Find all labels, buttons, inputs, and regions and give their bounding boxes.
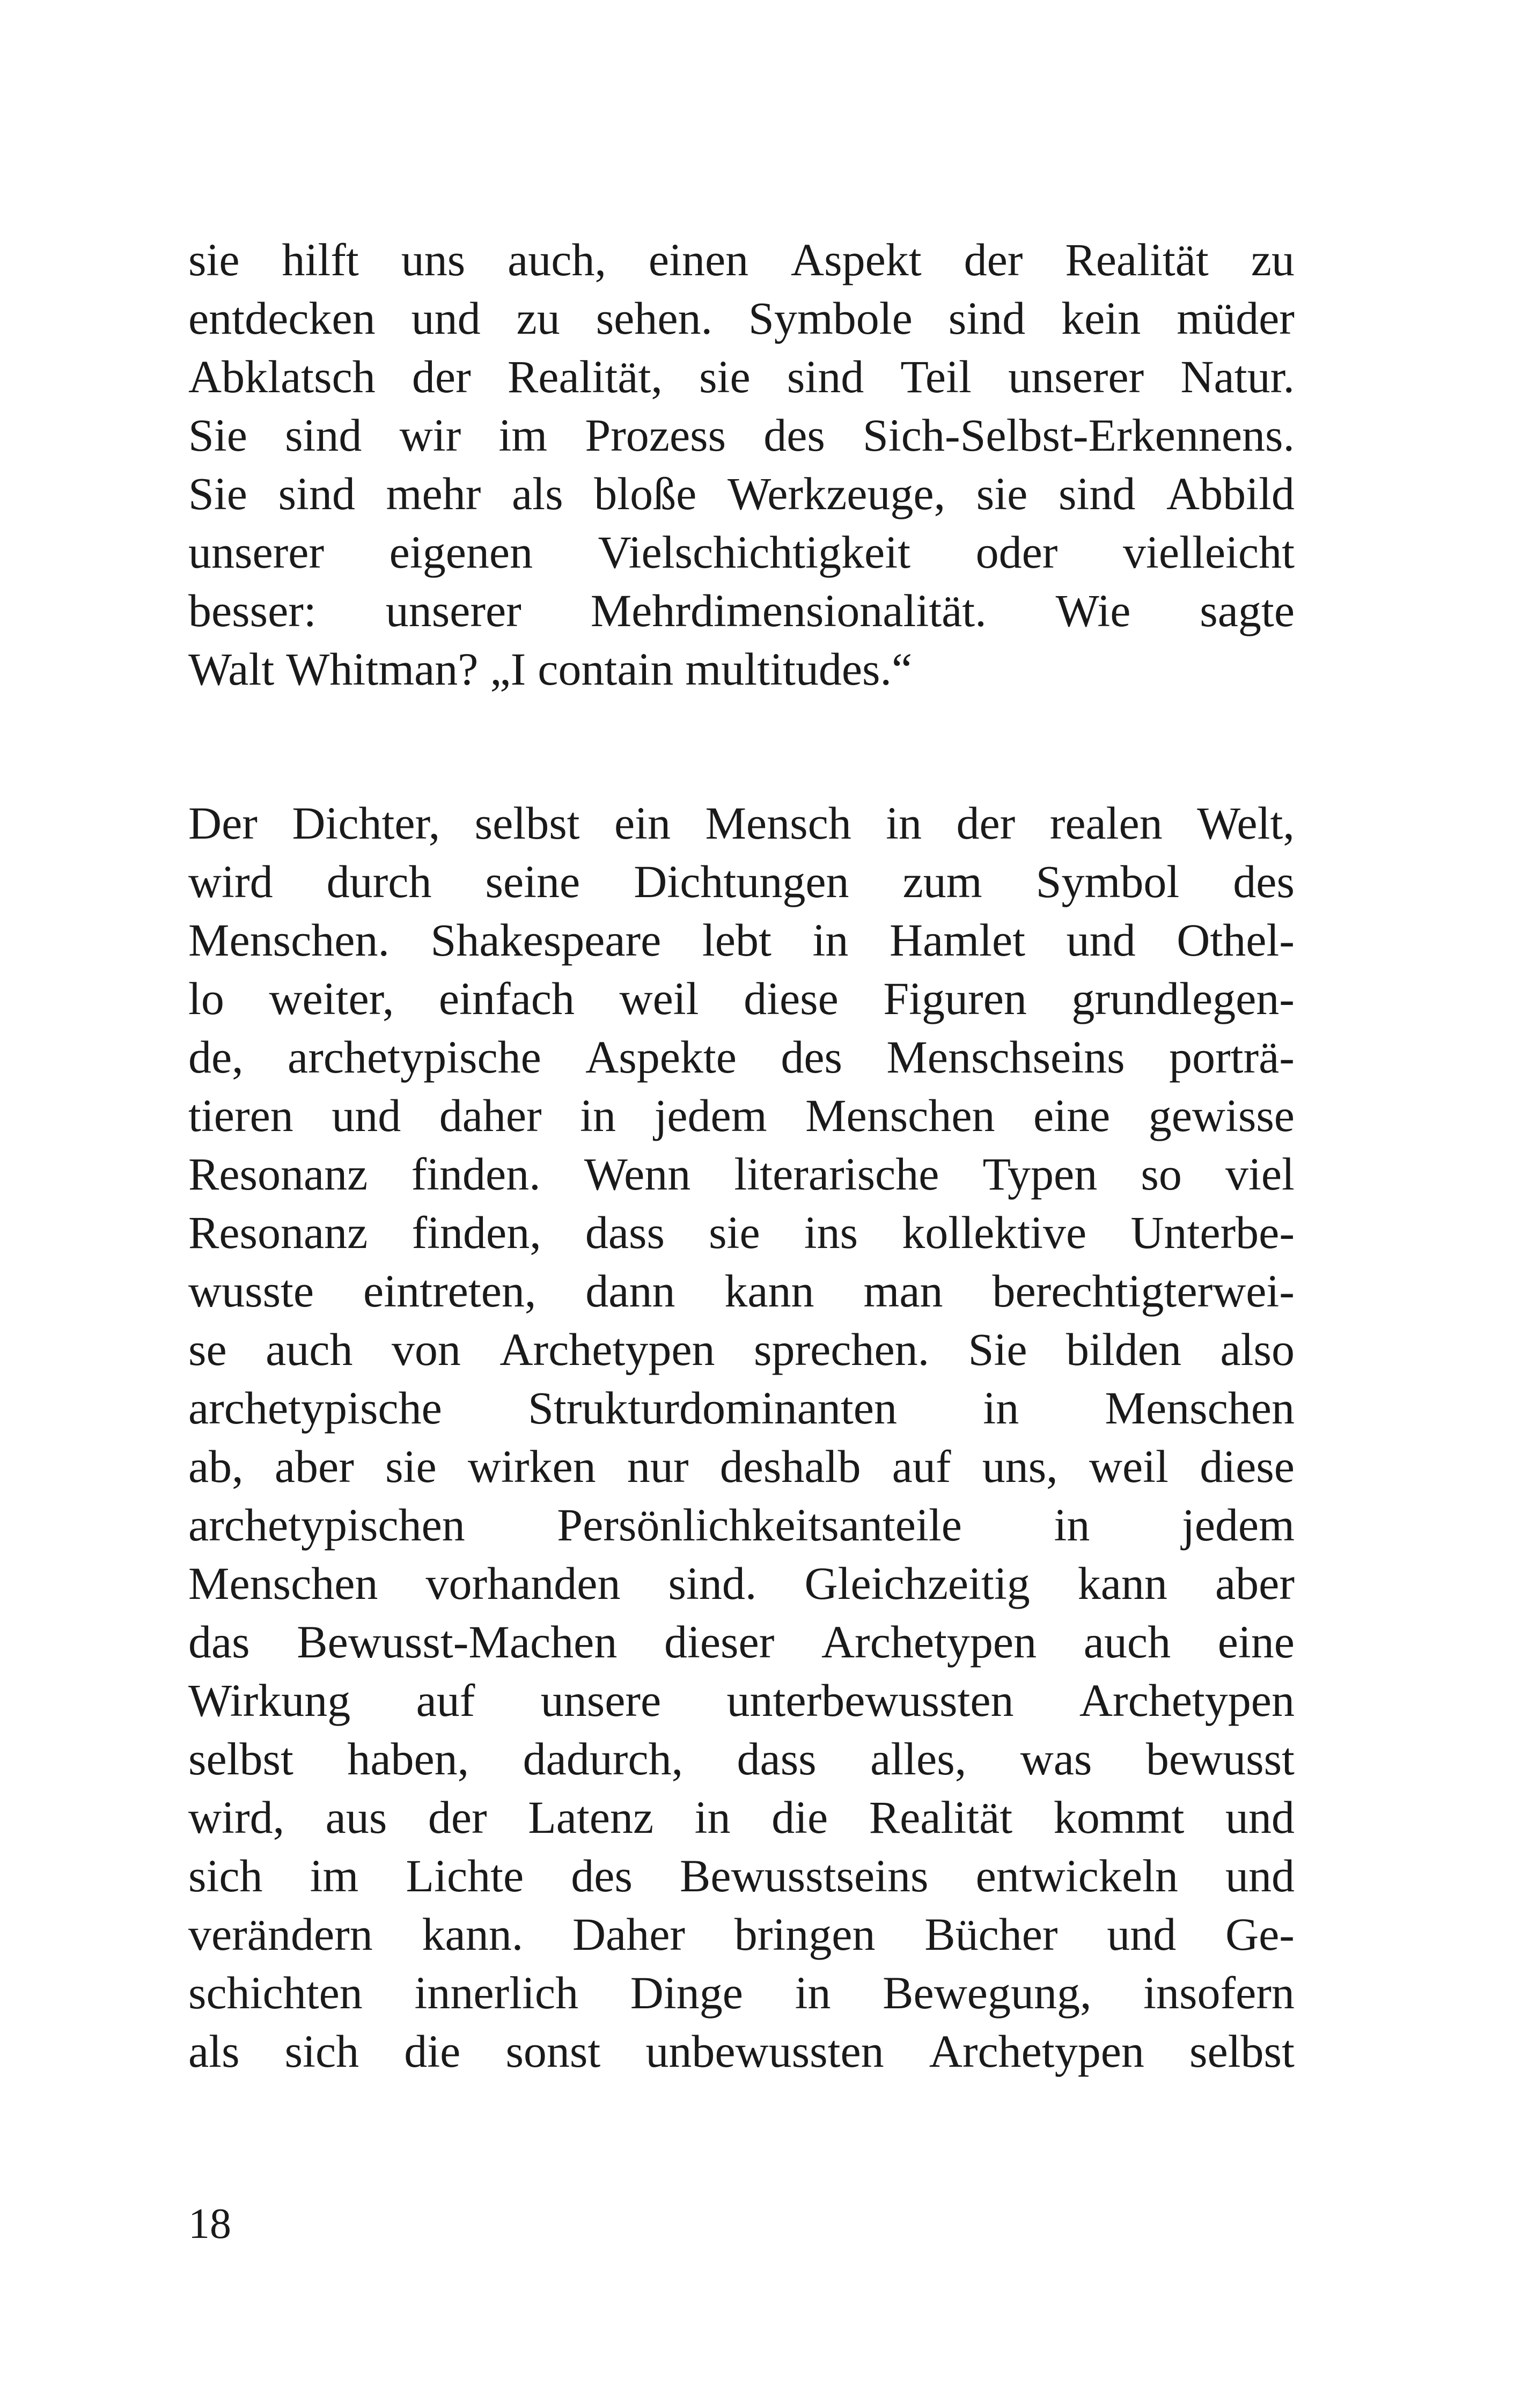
word: sind. — [668, 1558, 757, 1609]
word: kollektive — [902, 1207, 1087, 1258]
word: Abbild — [1166, 468, 1295, 519]
word: zum — [902, 856, 982, 907]
text-line — [188, 231, 1295, 289]
word: sehen. — [596, 292, 713, 344]
word: in — [886, 797, 922, 849]
word: Menschen — [805, 1090, 995, 1141]
text-line — [188, 970, 1295, 1028]
paragraph-2 — [188, 794, 1295, 2081]
word: archetypische — [188, 1382, 442, 1434]
word: Resonanz — [188, 1148, 368, 1200]
word: innerlich — [414, 1967, 579, 2018]
word: kann — [1077, 1558, 1167, 1609]
word: Der — [188, 797, 258, 849]
word: Strukturdominanten — [528, 1382, 897, 1434]
text-line — [188, 523, 1295, 582]
text-line — [188, 1086, 1295, 1145]
word: weil — [1089, 1441, 1169, 1492]
word: wird — [188, 856, 273, 907]
word: lo — [188, 973, 224, 1024]
word: des — [571, 1850, 633, 1902]
word: von — [391, 1324, 461, 1375]
text-line — [188, 1788, 1295, 1847]
word: Archetypen — [821, 1616, 1037, 1668]
text-line — [188, 348, 1295, 406]
word: wir — [399, 409, 461, 461]
word: Gleichzeitig — [804, 1558, 1030, 1609]
word: Realität — [1065, 234, 1209, 285]
word: Archetypen — [929, 2025, 1144, 2077]
word: in — [983, 1382, 1019, 1434]
word: porträ- — [1169, 1031, 1295, 1083]
paragraph-1 — [188, 231, 1295, 699]
text-line — [188, 1905, 1295, 1964]
word: sind — [1058, 468, 1136, 519]
text-line — [188, 1496, 1295, 1554]
page-number: 18 — [188, 2200, 231, 2248]
word: Wie — [1055, 585, 1131, 636]
word: sie — [709, 1207, 760, 1258]
word: weil — [619, 973, 699, 1024]
word: auch — [1083, 1616, 1171, 1668]
word: wird, — [188, 1792, 285, 1843]
text-line — [188, 1554, 1295, 1613]
word: einen — [648, 234, 749, 285]
word: im — [310, 1850, 359, 1902]
word: Menschen. — [188, 914, 390, 966]
word: schichten — [188, 1967, 363, 2018]
word: auf — [416, 1675, 475, 1726]
word: Bewegung, — [883, 1967, 1092, 2018]
word: der — [412, 351, 471, 402]
word: vielleicht — [1122, 526, 1295, 578]
word: Shakespeare — [430, 914, 662, 966]
word: und — [1225, 1850, 1295, 1902]
word: Whitman? — [286, 643, 479, 695]
word: als — [188, 2025, 240, 2077]
word: als — [512, 468, 563, 519]
word: was — [1020, 1733, 1092, 1785]
word: und — [411, 292, 481, 344]
word: Aspekte — [585, 1031, 737, 1083]
text-line — [188, 1613, 1295, 1671]
word: so — [1141, 1148, 1182, 1200]
word: daher — [439, 1090, 542, 1141]
text-line — [188, 465, 1295, 523]
word: im — [498, 409, 548, 461]
word: unserer — [385, 585, 521, 636]
word: die — [404, 2025, 461, 2077]
word: oder — [975, 526, 1058, 578]
word: bilden — [1066, 1324, 1181, 1375]
text-line — [188, 1379, 1295, 1437]
word: Archetypen — [1079, 1675, 1295, 1726]
word: dann — [585, 1265, 675, 1317]
text-line — [188, 640, 1295, 699]
text-line — [188, 911, 1295, 970]
word: kann — [724, 1265, 814, 1317]
word: sind — [787, 351, 864, 402]
word: Mehrdimensionalität. — [590, 585, 987, 636]
word: aber — [1215, 1558, 1295, 1609]
text-line — [188, 1964, 1295, 2022]
word: wirken — [467, 1441, 596, 1492]
word: Realität — [869, 1792, 1013, 1843]
word: diese — [1200, 1441, 1295, 1492]
word: auch, — [508, 234, 606, 285]
word: insofern — [1143, 1967, 1295, 2018]
word: hilft — [282, 234, 359, 285]
word: Sie — [188, 468, 247, 519]
word: unserer — [188, 526, 325, 578]
word: jedem — [1181, 1499, 1295, 1551]
word: Menschseins — [886, 1031, 1125, 1083]
word: Wenn — [584, 1148, 691, 1200]
word: contain — [538, 643, 674, 695]
word: Dichter, — [292, 797, 440, 849]
word: bloße — [594, 468, 697, 519]
word: sind — [278, 468, 355, 519]
text-line — [188, 1262, 1295, 1320]
word: selbst — [1189, 2025, 1295, 2077]
word: selbst — [474, 797, 580, 849]
word: kommt — [1053, 1792, 1185, 1843]
word: Mensch — [705, 797, 851, 849]
word: auch — [266, 1324, 353, 1375]
word: sich — [188, 1850, 263, 1902]
word: Dinge — [630, 1967, 743, 2018]
word: und — [1107, 1908, 1177, 1960]
text-line — [188, 1320, 1295, 1379]
word: dass — [737, 1733, 817, 1785]
text-line — [188, 1437, 1295, 1496]
word: Ge- — [1225, 1908, 1295, 1960]
word: Abklatsch — [188, 351, 376, 402]
word: Realität, — [507, 351, 663, 402]
word: bringen — [734, 1908, 876, 1960]
word: und — [332, 1090, 401, 1141]
word: aus — [325, 1792, 387, 1843]
text-line — [188, 794, 1295, 853]
word: selbst — [188, 1733, 293, 1785]
word: sprechen. — [754, 1324, 930, 1375]
word: der — [428, 1792, 487, 1843]
word: Wirkung — [188, 1675, 351, 1726]
word: viel — [1225, 1148, 1295, 1200]
word: kein — [1061, 292, 1141, 344]
word: des — [781, 1031, 842, 1083]
word: Prozess — [585, 409, 726, 461]
word: der — [964, 234, 1023, 285]
word: in — [812, 914, 849, 966]
word: Lichte — [406, 1850, 524, 1902]
word: Aspekt — [791, 234, 922, 285]
word: Menschen — [188, 1558, 378, 1609]
word: aber — [274, 1441, 354, 1492]
word: seine — [485, 856, 581, 907]
word: also — [1220, 1324, 1295, 1375]
word: zu — [1251, 234, 1295, 285]
word: sie — [385, 1441, 437, 1492]
text-line — [188, 1145, 1295, 1203]
word: eine — [1217, 1616, 1295, 1668]
word: sind — [948, 292, 1026, 344]
word: „I — [490, 643, 526, 695]
word: Welt, — [1197, 797, 1295, 849]
word: gewisse — [1148, 1090, 1295, 1141]
word: unsere — [540, 1675, 662, 1726]
word: Bewusstseins — [680, 1850, 929, 1902]
word: eigenen — [389, 526, 533, 578]
word: Bewusst-Machen — [297, 1616, 618, 1668]
word: ein — [614, 797, 671, 849]
word: weiter, — [269, 973, 394, 1024]
text-line — [188, 1203, 1295, 1262]
word: entwickeln — [975, 1850, 1178, 1902]
word: zu — [516, 292, 560, 344]
word: entdecken — [188, 292, 376, 344]
word: auf — [892, 1441, 951, 1492]
word: einfach — [438, 973, 575, 1024]
word: Unterbe- — [1130, 1207, 1295, 1258]
word: sie — [699, 351, 751, 402]
text-line — [188, 289, 1295, 348]
text-line — [188, 1671, 1295, 1730]
word: wusste — [188, 1265, 314, 1317]
text-line — [188, 582, 1295, 640]
word: Persönlichkeitsanteile — [557, 1499, 962, 1551]
word: Bücher — [924, 1908, 1058, 1960]
word: mehr — [386, 468, 481, 519]
word: alles, — [870, 1733, 967, 1785]
word: Sie — [968, 1324, 1027, 1375]
word: kann. — [422, 1908, 524, 1960]
word: verändern — [188, 1908, 373, 1960]
text-line — [188, 406, 1295, 465]
word: Natur. — [1180, 351, 1295, 402]
word: Hamlet — [889, 914, 1026, 966]
word: in — [795, 1967, 831, 2018]
text-line — [188, 853, 1295, 911]
word: in — [1054, 1499, 1090, 1551]
word: sagte — [1200, 585, 1295, 636]
word: des — [1233, 856, 1295, 907]
word: sonst — [505, 2025, 601, 2077]
word: Vielschichtigkeit — [598, 526, 911, 578]
word: deshalb — [719, 1441, 861, 1492]
word: tieren — [188, 1090, 293, 1141]
word: besser: — [188, 585, 317, 636]
word: unserer — [1008, 351, 1144, 402]
word: uns — [401, 234, 466, 285]
word: Symbol — [1035, 856, 1180, 907]
word: de, — [188, 1031, 244, 1083]
word: Symbole — [748, 292, 913, 344]
word: müder — [1177, 292, 1295, 344]
word: durch — [326, 856, 432, 907]
word: archetypischen — [188, 1499, 465, 1551]
word: realen — [1049, 797, 1163, 849]
word: Dichtungen — [634, 856, 849, 907]
word: und — [1225, 1792, 1295, 1843]
word: unterbewussten — [726, 1675, 1014, 1726]
word: finden, — [412, 1207, 541, 1258]
word: sie — [976, 468, 1028, 519]
word: ins — [804, 1207, 858, 1258]
text-line — [188, 2022, 1295, 2081]
word: ab, — [188, 1441, 244, 1492]
word: Werkzeuge, — [727, 468, 946, 519]
text-line — [188, 1730, 1295, 1788]
word: uns, — [982, 1441, 1058, 1492]
word: eintreten, — [363, 1265, 537, 1317]
word: Walt — [188, 643, 275, 695]
word: unbewussten — [645, 2025, 884, 2077]
word: dadurch, — [523, 1733, 684, 1785]
word: in — [580, 1090, 616, 1141]
word: multitudes.“ — [685, 643, 913, 695]
word: Resonanz — [188, 1207, 368, 1258]
word: Latenz — [528, 1792, 654, 1843]
word: haben, — [347, 1733, 469, 1785]
word: nur — [627, 1441, 689, 1492]
word: Figuren — [883, 973, 1027, 1024]
word: Sich-Selbst-Erkennens. — [863, 409, 1295, 461]
word: Daher — [572, 1908, 686, 1960]
text-line — [188, 1847, 1295, 1905]
word: man — [863, 1265, 943, 1317]
word: se — [188, 1324, 227, 1375]
word: die — [771, 1792, 828, 1843]
word: Sie — [188, 409, 247, 461]
word: archetypische — [288, 1031, 541, 1083]
word: dass — [585, 1207, 665, 1258]
word: diese — [744, 973, 839, 1024]
word: eine — [1033, 1090, 1111, 1141]
word: lebt — [702, 914, 771, 966]
word: vorhanden — [425, 1558, 621, 1609]
word: sind — [285, 409, 362, 461]
word: der — [956, 797, 1016, 849]
word: dieser — [664, 1616, 775, 1668]
word: sich — [284, 2025, 359, 2077]
word: Archetypen — [499, 1324, 715, 1375]
word: bewusst — [1145, 1733, 1295, 1785]
word: grundlegen- — [1071, 973, 1295, 1024]
word: Othel- — [1177, 914, 1295, 966]
word: berechtigterwei- — [992, 1265, 1295, 1317]
word: sie — [188, 234, 240, 285]
word: Typen — [982, 1148, 1098, 1200]
word: das — [188, 1616, 250, 1668]
word: in — [694, 1792, 731, 1843]
word: finden. — [411, 1148, 541, 1200]
text-line — [188, 1028, 1295, 1086]
word: jedem — [654, 1090, 767, 1141]
word: literarische — [734, 1148, 939, 1200]
word: des — [763, 409, 825, 461]
word: und — [1066, 914, 1136, 966]
word: Teil — [900, 351, 972, 402]
word: Menschen — [1105, 1382, 1295, 1434]
